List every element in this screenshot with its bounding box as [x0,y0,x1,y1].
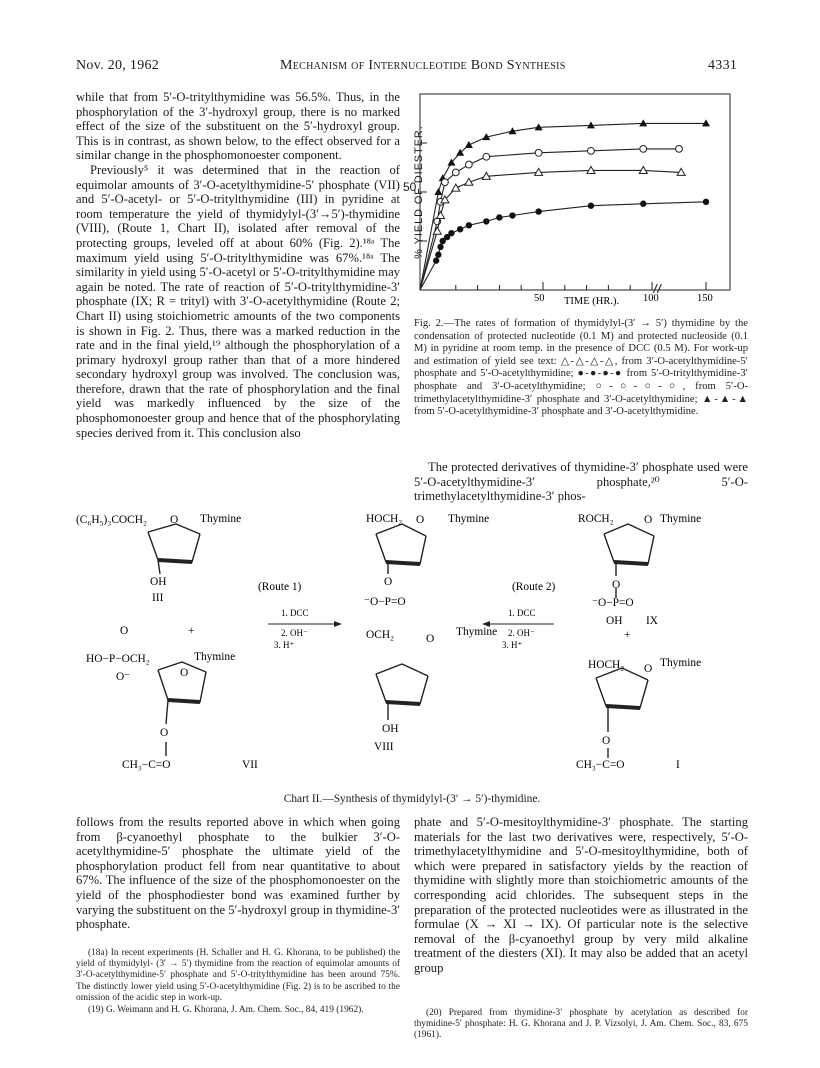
hydroxyl: OH [150,576,167,588]
route2-label: (Route 2) [512,581,556,593]
filled-circle-point [435,252,441,258]
footnote: (18a) In recent experiments (H. Schaller and H. G. Khorana, to be published) the yield of thymidylyl- (3′ → 5′) thymidine from the reaction of equimolar amounts of 3′-O-acetylthymidine-5′ phosphate and 5′-O-tritylthymidine has been around 75%. The distinctly lower yield using 5′-O-acetylthymidine (Fig. 2) is to be ascribed to the omission of the acidic step in work-up. [76,948,400,1003]
open-circle-point [483,153,490,160]
footnote: (20) Prepared from thymidine-3′ phosphate by acetylation as described for thymidine-5′ phosphate: H. G. Khorana and J. P. Vizsolyi, J. Am. Chem. Soc., 83, 675 (1961). [414,1008,748,1041]
base-label: Thymine [194,651,236,663]
open-circle-point [465,161,472,168]
footnote: (19) G. Weimann and H. G. Khorana, J. Am. Chem. Soc., 84, 419 (1962). [88,1005,364,1016]
x-tick-label: 100 [643,293,659,304]
filled-circle-point [640,201,646,207]
axis-break [657,284,661,293]
open-circle-point [535,149,542,156]
base-label: Thymine [456,626,498,638]
filled-circle-point [535,208,541,214]
base-label: Thymine [448,513,490,525]
route2-step1: 1. DCC [508,608,536,618]
filled-circle-point [433,257,439,263]
open-circle-point [640,145,647,152]
compound-ix: IX [646,615,659,627]
page-number: 4331 [708,58,738,73]
filled-circle-point [437,244,443,250]
y-tick-label: 50 [403,180,417,194]
ring-iii [148,524,200,574]
open-triangle-point [437,212,445,219]
route1-arrowhead [334,621,342,627]
yield-chart [414,90,748,312]
route1-step1: 1. DCC [281,608,309,618]
trityl-group: (C₆H₅)₃COCH₂ [76,514,147,526]
ring-viii-bottom [376,664,428,720]
methylene-oxygen: OCH₂ [366,629,395,641]
linking-oxygen: O [612,579,621,591]
filled-circle-point [703,199,709,205]
base-label: Thymine [200,513,242,525]
phosphodiester: ⁻O−P=O [364,596,406,608]
filled-circle-point [509,212,515,218]
route2-step2: 2. OH⁻ [508,628,535,638]
open-circle-point [452,169,459,176]
filled-triangle-point [434,188,442,195]
figure-2 [414,90,748,312]
x-tick-label: 150 [697,293,713,304]
open-circle-point [676,145,683,152]
running-date: Nov. 20, 1962 [76,58,160,73]
right-column-top: The protected derivatives of thymidine-3′ phosphate used were 5′-O-acetylthymidine-3′ phosphate,²⁰ 5′-O-trimethylacetylthymidine-3′ phos- [414,460,748,504]
compound-i: I [676,759,680,771]
open-circle-point [442,179,449,186]
figure-caption: Fig. 2.—The rates of formation of thymidylyl-(3′ → 5′) thymidine by the condensation of protected nucleotide (0.1 M) and protected nucleoside (0.1 M) in pyridine at room temp. in the presence of DCC (0.5 M). For work-up and estimation of yield see text: △-△-△-△, from 3′-O-acetylthymidine-5′ phosphate and 5′-O-acetylthymidine; ●-●-●-● from 5′-O-tritylthymidine-3′ phosphate and 3′-O-acetylthymidine; ○-○-○-○, from 5′-O-trimethylacetylthymidine-3′ phosphate and 3′-O-acetylthymidine; ▲-▲-▲ from 5′-O-acetylthymidine-3′ phosphate and 3′-O-acetylthymidine. [414,318,748,418]
ring-oxygen: O [170,514,179,526]
compound-vii: VII [242,759,258,771]
left-column-bottom: follows from the results reported above in which when going from β-cyanoethyl phosphate to the bulkier 3′-O-acetylthymidine-5′ phosphate the ultimate yield of the phosphorylation product fell from near quantitative to about 67%. The influence of the size of the phosphomonoester on the yield of the phosphodiester bond was examined further by varying the substituent on the 5′-hydroxyl group in thymidine-3′ phosphate. [76,815,400,932]
route2-step3: 3. H⁺ [502,640,523,650]
chart-ii [76,510,748,788]
open-circle-point [588,147,595,154]
x-axis-label: TIME (HR.). [564,296,620,307]
acetyl-group: CH₃−C=O [122,759,171,771]
filled-circle-point [483,218,489,224]
ester-oxygen: O [602,735,611,747]
compound-viii: VIII [374,741,394,753]
ring-oxygen: O [416,514,425,526]
route1-label: (Route 1) [258,581,302,593]
ring-oxygen: O [644,663,653,675]
ring-oxygen: O [644,514,653,526]
x-tick-label: 50 [534,293,545,304]
ring-viii-top [376,524,426,574]
protected-hydroxymethyl: ROCH₂ [578,513,614,525]
filled-circle-point [466,222,472,228]
base-label: Thymine [660,513,702,525]
open-triangle-point [452,184,460,191]
route1-step3: 3. H⁺ [274,640,295,650]
paragraph: Previously⁵ it was determined that in the reaction of equimolar amounts of 3′-O-acetylthymidine-5′ phosphate (VII) and 5′-O-acetyl- or 5′-O-tritylthymidine (III) in pyridine at room temperature the yield of thymidylyl-(3′→5′)-thymidine (VIII), (Route 1, Chart II), isolated after removal of the protecting groups, leveled off at about 60% (Fig. 2).¹⁸ᵃ The maximum yield using 5′-O-tritylthymidine was 67%.¹⁸ᵃ The similarity in yield using 5′-O-acetyl or 5′-O-tritylthymidine may again be noted. The rate of reaction of 5′-O-tritylthymidine-3′ phosphate (IX; R = trityl) with 3′-O-acetylthymidine (Route 2; Chart II) using stoichiometric amounts of the two components is shown in Fig. 2. Thus, there was a marked reduction in the rate and in the final yield,¹⁹ although the phosphorylation of a primary hydroxyl group rather than that of a more hindered secondary hydroxyl group was involved. The conclusion was, therefore, drawn that the rate of phosphorylation and the final yield was markedly influenced by the size of the phosphomonoester group and hence that of the phosphorylating species derived from it. This conclusion also [76,162,400,440]
plus-sign: + [624,629,631,641]
phosphoryl-oxygen: O [120,625,129,637]
ring-oxygen: O [180,667,189,679]
ester-oxygen: O [160,727,169,739]
linking-oxygen: O [384,576,393,588]
footnotes-left [76,948,400,1017]
series-line [420,202,706,290]
running-title: Mechanism of Internucleotide Bond Synthesis [280,58,566,73]
base-label: Thymine [660,657,702,669]
right-column-bottom: phate and 5′-O-mesitoylthymidine-3′ phosphate. The starting materials for the last two derivatives were, respectively, 5′-O-trimethylacetylthymidine and 5′-O-mesitoylthymidine, both of which were prepared in satisfactory yields by the reaction of thymidine with slightly more than stoichiometric amounts of the corresponding acid chlorides. The subsequent steps in the preparation of the protected nucleotides were as illustrated in the formulae (X → XI → IX). Of particular note is the selective removal of the β-cyanoethyl group by very mild alkaline treatment of the diesters (XI). It may also be added that an acetyl group [414,815,748,975]
route1-step2: 2. OH⁻ [281,628,308,638]
phosphate-anion: O⁻ [116,671,131,683]
ring-oxygen: O [426,633,435,645]
footnotes-right [414,1008,748,1043]
hydroxyl: OH [606,615,623,627]
y-axis-label: % YIELD OF DIESTER. [413,125,425,259]
filled-triangle-point [465,141,473,148]
reaction-scheme [76,510,748,788]
phosphate-group: HO−P−OCH₂ [86,653,150,665]
filled-circle-point [448,230,454,236]
axis-break [653,284,657,293]
filled-circle-point [588,203,594,209]
plus-sign: + [188,625,195,637]
hydroxymethyl: HOCH₂ [588,659,625,671]
hydroxyl: OH [382,723,399,735]
filled-circle-point [457,226,463,232]
compound-iii: III [152,592,164,604]
filled-circle-point [496,214,502,220]
paragraph: while that from 5′-O-tritylthymidine was 56.5%. Thus, in the phosphorylation of the 3′-hydroxyl group, there is no marked effect of the size of the substituent on the 5′-hydroxyl group. This is in contrast, as shown below, to the effect observed for a similar change in the phosphomonoester component. [76,90,400,163]
hydroxymethyl: HOCH₂ [366,513,403,525]
phosphomonoester: ⁻O−P=O [592,597,634,609]
left-column-top [76,90,400,440]
acetyl-group: CH₃−C=O [576,759,625,771]
chart-caption: Chart II.—Synthesis of thymidylyl-(3′ → 5′)-thymidine. [283,793,541,805]
